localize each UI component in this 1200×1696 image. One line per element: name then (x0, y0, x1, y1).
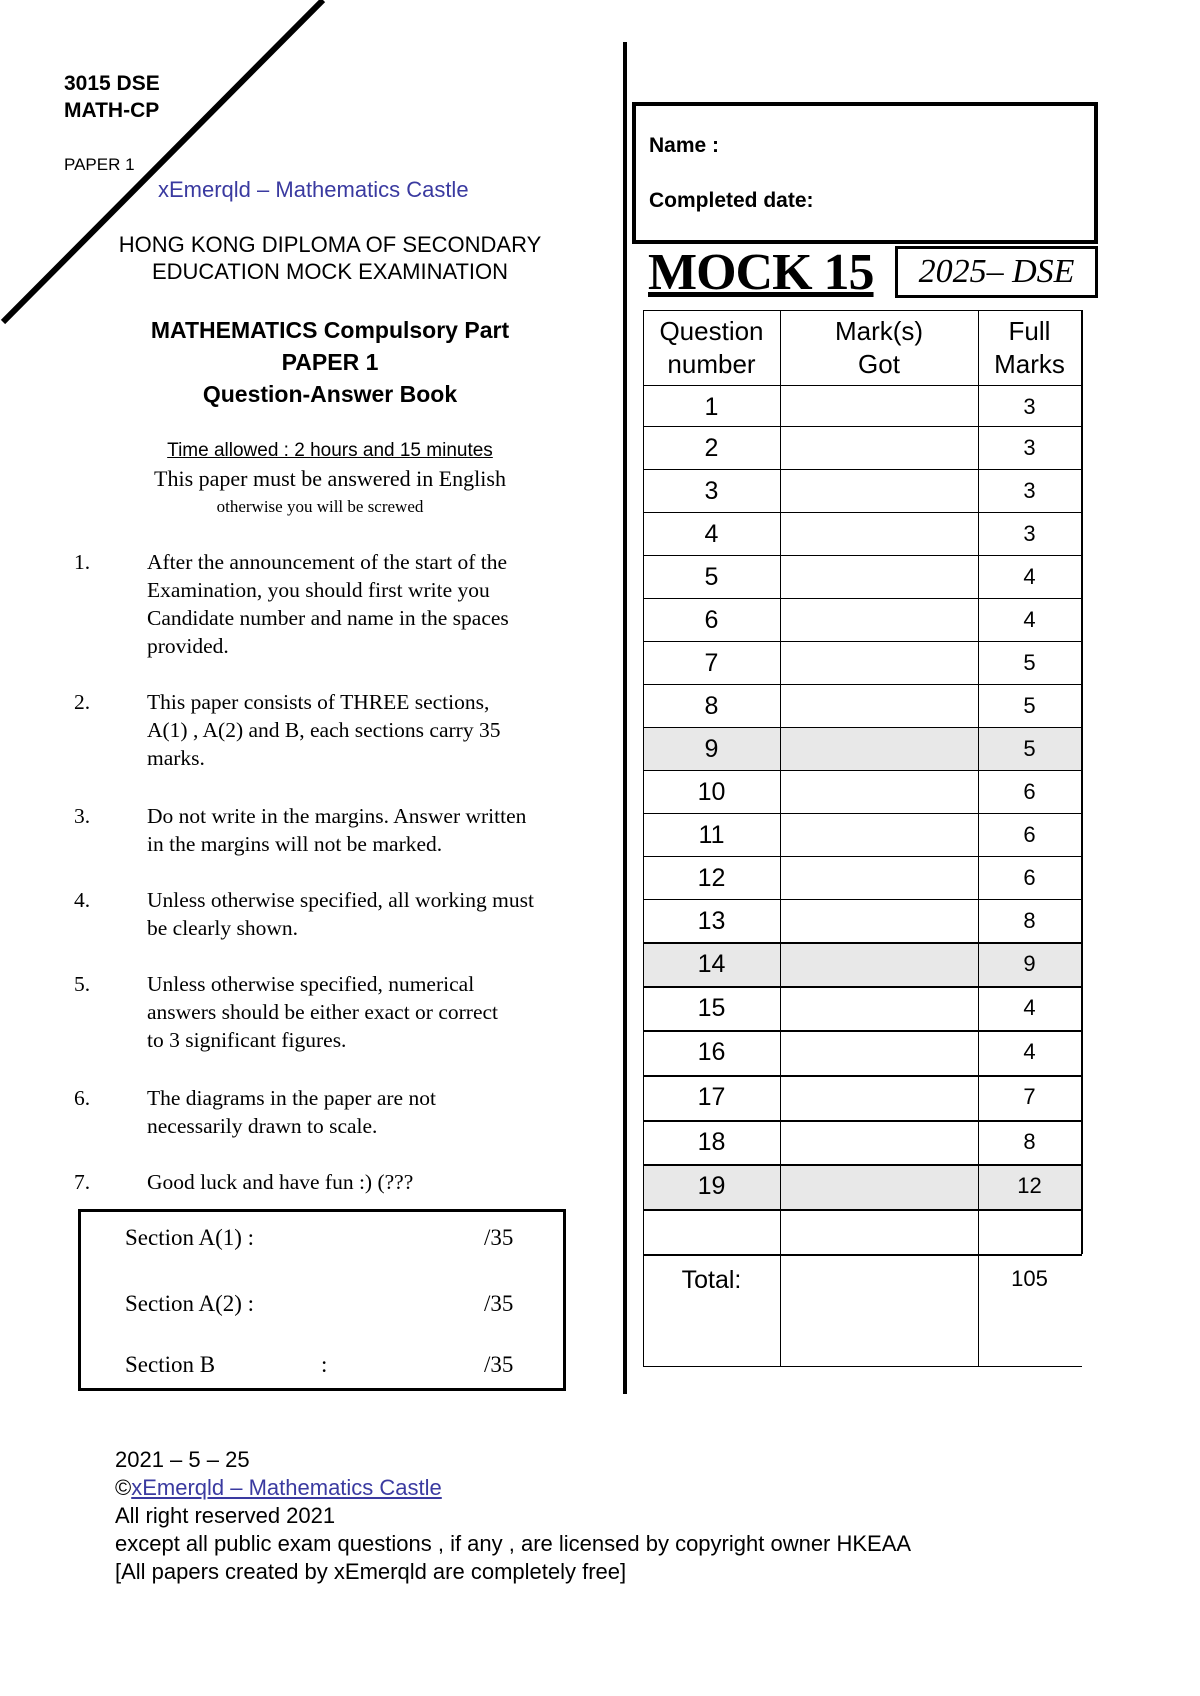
instruction-line: Examination, you should first write you (147, 578, 490, 602)
question-number-cell: 17 (697, 1083, 726, 1111)
instruction-line: to 3 significant figures. (147, 1028, 347, 1052)
full-marks-cell: 4 (1023, 564, 1036, 589)
table-grid-line (643, 1120, 1082, 1122)
question-number-cell: 13 (697, 907, 726, 935)
instruction-line: This paper consists of THREE sections, (147, 690, 490, 714)
table-grid-line (643, 310, 1082, 311)
instruction-text (147, 1168, 667, 1196)
instruction-line: necessarily drawn to scale. (147, 1114, 378, 1138)
question-number-cell: 15 (697, 994, 726, 1022)
instruction-number: 3. (74, 804, 91, 828)
full-marks-cell: 3 (1023, 478, 1036, 503)
instruction-line: After the announcement of the start of the (147, 550, 507, 574)
marks-table (643, 310, 1082, 1367)
header-question-text: Question (659, 316, 764, 346)
section-a2-mark: /35 (484, 1291, 514, 1316)
brand-name: xEmerqld – Mathematics Castle (158, 177, 469, 202)
section-a1-label: Section A(1) : (125, 1225, 255, 1250)
instruction-line: marks. (147, 746, 205, 770)
table-grid-line (643, 555, 1082, 556)
name-box (632, 102, 1098, 244)
full-marks-cell: 9 (1023, 951, 1036, 976)
full-marks-cell: 3 (1023, 394, 1036, 419)
header-question (643, 315, 780, 381)
table-grid-line (643, 770, 1082, 771)
section-b-mark: /35 (484, 1352, 514, 1377)
table-grid-line (643, 813, 1082, 814)
instruction-text (147, 970, 667, 1054)
question-number-cell: 12 (697, 864, 726, 892)
paper-label-small: PAPER 1 (64, 155, 135, 174)
table-grid-line (643, 1254, 1082, 1256)
table-grid-line (643, 1209, 1082, 1211)
exam-title-line2: EDUCATION MOCK EXAMINATION (151, 259, 509, 284)
full-marks-cell: 4 (1023, 995, 1036, 1020)
question-number-cell: 14 (697, 950, 726, 978)
table-grid-line (643, 727, 1082, 728)
footer-note: [All papers created by xEmerqld are completely free] (115, 1559, 627, 1584)
question-number-cell: 9 (704, 735, 719, 763)
question-number-cell: 8 (704, 692, 719, 720)
mock-title: MOCK 15 (648, 244, 874, 301)
full-marks-cell: 5 (1023, 736, 1036, 761)
subject-line1: MATHEMATICS Compulsory Part (150, 317, 510, 343)
table-grid-line (643, 899, 1082, 900)
header-question-text: number (667, 349, 756, 379)
full-marks-cell: 4 (1023, 607, 1036, 632)
table-grid-line (643, 469, 1082, 470)
question-number-cell: 3 (704, 477, 719, 505)
instruction-line: Good luck and have fun :) (??? (147, 1170, 414, 1194)
table-grid-line (643, 512, 1082, 513)
table-grid-line (643, 641, 1082, 642)
name-label: Name : (649, 134, 720, 157)
table-grid-line (643, 1030, 1082, 1032)
footer (115, 1446, 911, 1586)
header-got (780, 315, 978, 381)
table-column-line (1081, 310, 1083, 1254)
subject-line2: PAPER 1 (281, 349, 379, 375)
footer-date: 2021 – 5 – 25 (115, 1447, 250, 1472)
section-b-label: Section B (125, 1352, 216, 1377)
full-marks-cell: 6 (1023, 822, 1036, 847)
full-marks-cell: 5 (1023, 650, 1036, 675)
section-a1-mark: /35 (484, 1225, 514, 1250)
full-marks-cell: 8 (1023, 908, 1036, 933)
full-marks-cell: 3 (1023, 435, 1036, 460)
instruction-text (147, 886, 667, 942)
subject-line3: Question-Answer Book (202, 381, 458, 407)
table-grid-line (643, 1075, 1082, 1077)
copyright-symbol: © (115, 1475, 132, 1500)
time-allowed: Time allowed : 2 hours and 15 minutes (167, 440, 493, 461)
total-label: Total: (681, 1266, 742, 1294)
instruction-line: answers should be either exact or correct (147, 1000, 499, 1024)
instruction-line: in the margins will not be marked. (147, 832, 443, 856)
instruction-line: Unless otherwise specified, numerical (147, 972, 475, 996)
full-marks-cell: 6 (1023, 865, 1036, 890)
footer-copyright (115, 1474, 911, 1502)
copyright-link[interactable]: xEmerqld – Mathematics Castle (131, 1475, 442, 1500)
full-marks-cell: 7 (1023, 1084, 1036, 1109)
full-marks-cell: 3 (1023, 521, 1036, 546)
question-number-cell: 10 (697, 778, 726, 806)
table-grid-line (643, 856, 1082, 857)
full-marks-cell: 5 (1023, 693, 1036, 718)
exam-title-line1: HONG KONG DIPLOMA OF SECONDARY (118, 232, 542, 257)
table-grid-line (643, 942, 1082, 944)
table-grid-line (643, 986, 1082, 988)
header-got-text: Mark(s) (834, 316, 924, 346)
header-full-text: Marks (994, 349, 1065, 379)
instruction-line: The diagrams in the paper are not (147, 1086, 436, 1110)
table-column-line (643, 310, 644, 1366)
instruction-text (147, 802, 667, 858)
instruction-line: Candidate number and name in the spaces (147, 606, 509, 630)
full-marks-cell: 4 (1023, 1039, 1036, 1064)
full-marks-cell: 8 (1023, 1129, 1036, 1154)
table-column-line (978, 310, 979, 1366)
instruction-line: A(1) , A(2) and B, each sections carry 35 (147, 718, 501, 742)
footer-rights: All right reserved 2021 (115, 1503, 336, 1528)
instruction-number: 2. (74, 690, 91, 714)
instruction-text (147, 548, 667, 660)
header-full-text: Full (1008, 316, 1051, 346)
completed-date-label: Completed date: (649, 189, 814, 212)
question-number-cell: 11 (698, 821, 725, 849)
header-got-text: Got (858, 349, 900, 379)
question-number-cell: 16 (697, 1038, 726, 1066)
question-number-cell: 6 (704, 606, 719, 634)
total-value: 105 (1011, 1266, 1048, 1291)
year-label: 2025– DSE (895, 246, 1098, 298)
instruction-line: Do not write in the margins. Answer written (147, 804, 527, 828)
page-divider (623, 42, 627, 1394)
language-note: This paper must be answered in English (154, 466, 506, 491)
question-number-cell: 18 (697, 1128, 726, 1156)
instruction-line: provided. (147, 634, 229, 658)
question-number-cell: 19 (697, 1172, 726, 1200)
question-number-cell: 5 (704, 563, 719, 591)
section-b-colon: : (321, 1352, 328, 1377)
instruction-text (147, 688, 667, 772)
header-full (977, 315, 1082, 381)
full-marks-cell: 6 (1023, 779, 1036, 804)
instruction-line: be clearly shown. (147, 916, 299, 940)
instruction-text (147, 1084, 667, 1140)
footer-license: except all public exam questions , if any , are licensed by copyright owner HKEAA (115, 1531, 912, 1556)
table-grid-line (643, 1164, 1082, 1166)
screwed-note: otherwise you will be screwed (216, 497, 424, 516)
instruction-number: 6. (74, 1086, 91, 1110)
exam-code-line2: MATH-CP (64, 99, 160, 122)
instruction-number: 1. (74, 550, 91, 574)
table-grid-line (643, 598, 1082, 599)
table-grid-line (643, 426, 1082, 427)
instruction-number: 4. (74, 888, 91, 912)
table-grid-line (643, 684, 1082, 685)
section-score-box (78, 1209, 566, 1391)
table-grid-line (643, 385, 1082, 386)
instruction-number: 7. (74, 1170, 91, 1194)
instruction-number: 5. (74, 972, 91, 996)
question-number-cell: 1 (704, 393, 719, 421)
full-marks-cell: 12 (1017, 1173, 1042, 1198)
exam-code-line1: 3015 DSE (64, 72, 160, 95)
table-grid-line (643, 1366, 1082, 1367)
instruction-line: Unless otherwise specified, all working must (147, 888, 534, 912)
question-number-cell: 7 (704, 649, 719, 677)
table-column-line (780, 310, 781, 1366)
question-number-cell: 2 (704, 434, 719, 462)
section-a2-label: Section A(2) : (125, 1291, 255, 1316)
question-number-cell: 4 (704, 520, 719, 548)
